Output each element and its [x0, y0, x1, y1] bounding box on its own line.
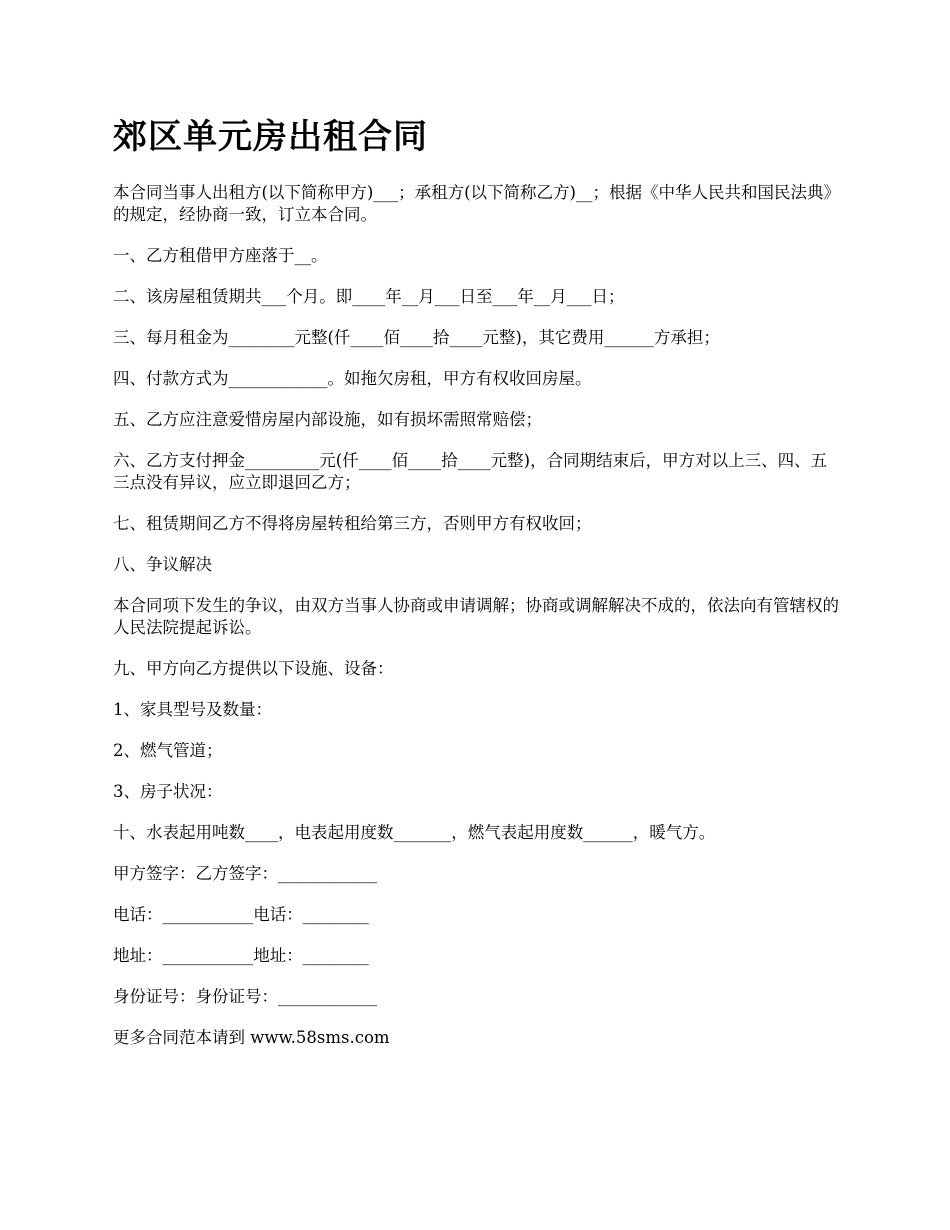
- clause-10: 十、水表起用吨数____，电表起用度数_______，燃气表起用度数______，暖气方。: [113, 823, 716, 842]
- facility-item-3: 3、房子状况：: [113, 782, 223, 801]
- document-body: [113, 182, 843, 1049]
- facility-item-2: 2、燃气管道；: [113, 741, 223, 760]
- clause-8-heading: 八、争议解决: [113, 555, 212, 574]
- signature-line: 甲方签字：乙方签字：____________: [113, 864, 377, 883]
- document-title: 郊区单元房出租合同: [113, 117, 428, 157]
- address-line: 地址：___________地址：________: [113, 946, 369, 965]
- clause-2: 二、该房屋租赁期共___个月。即____年__月___日至___年__月___日；: [113, 287, 625, 306]
- footer-note: 更多合同范本请到 www.58sms.com: [113, 1028, 390, 1047]
- clause-5: 五、乙方应注意爱惜房屋内部设施，如有损坏需照常赔偿；: [113, 410, 542, 429]
- clause-6: 六、乙方支付押金_________元(仟____佰____拾____元整)，合同期结束后，甲方对以上三、四、五三点没有异议，应立即退回乙方；: [113, 451, 828, 492]
- facility-item-1: 1、家具型号及数量：: [113, 700, 272, 719]
- intro-paragraph: 本合同当事人出租方(以下简称甲方)___；承租方(以下简称乙方)__；根据《中华人民共和国民法典》的规定，经协商一致，订立本合同。: [113, 183, 840, 224]
- id-number-line: 身份证号：身份证号：____________: [113, 987, 377, 1006]
- clause-9-heading: 九、甲方向乙方提供以下设施、设备：: [113, 659, 394, 678]
- dispute-resolution-text: 本合同项下发生的争议，由双方当事人协商或申请调解；协商或调解解决不成的，依法向有管辖权的人民法院提起诉讼。: [113, 596, 839, 637]
- contract-page: [113, 112, 843, 1068]
- clause-1: 一、乙方租借甲方座落于__。: [113, 246, 328, 265]
- clause-3: 三、每月租金为________元整(仟____佰____拾____元整)，其它费用______方承担；: [113, 328, 720, 347]
- clause-4: 四、付款方式为____________。如拖欠房租，甲方有权收回房屋。: [113, 369, 592, 388]
- clause-7: 七、租赁期间乙方不得将房屋转租给第三方，否则甲方有权收回；: [113, 514, 592, 533]
- phone-line: 电话：___________电话：________: [113, 905, 369, 924]
